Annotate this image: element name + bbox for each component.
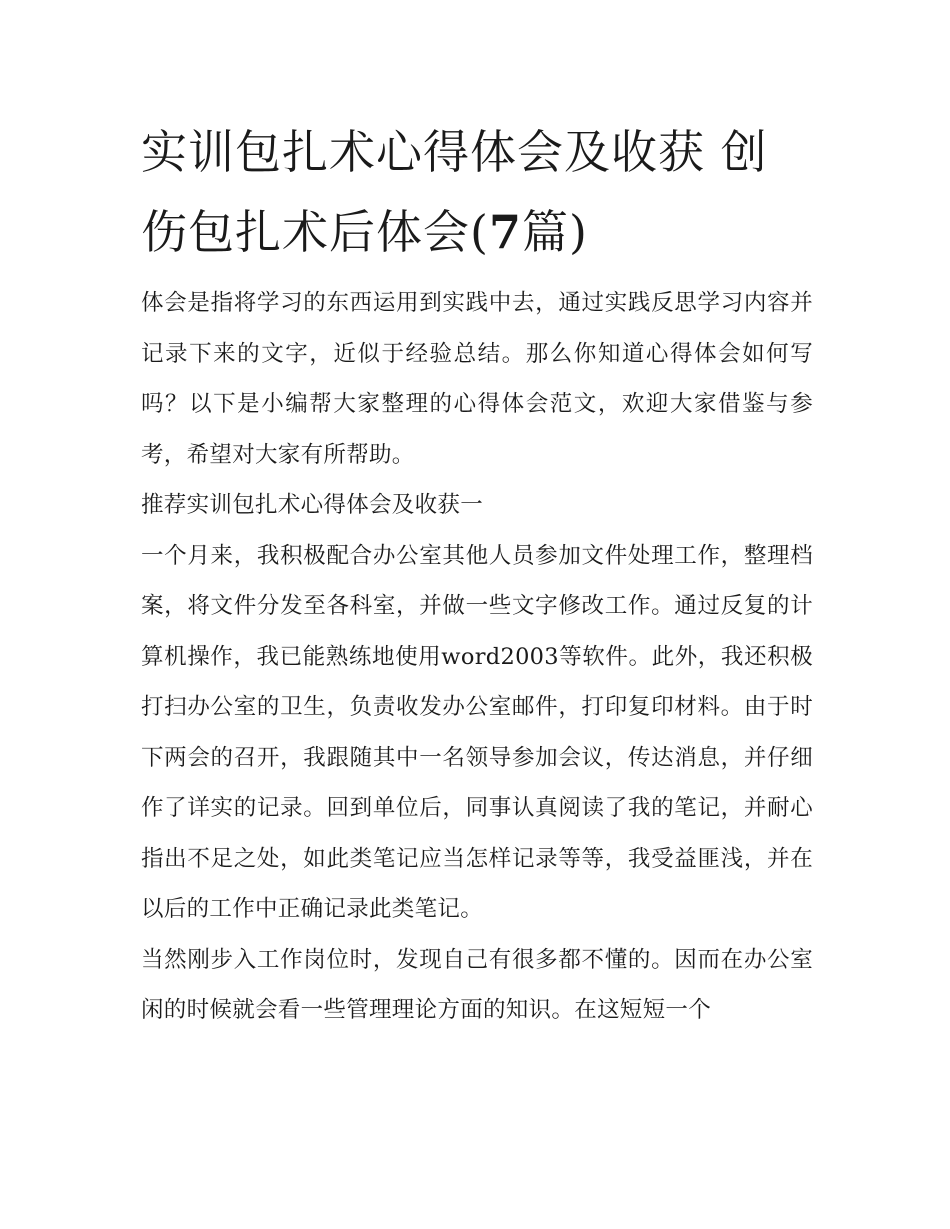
title-tail-text: 篇): [521, 205, 588, 259]
document-title: [141, 112, 813, 272]
body-paragraph: 当然刚步入工作岗位时，发现自己有很多都不懂的。因而在办公室闲的时候就会看一些管理理论方面的知识。在这短短一个: [141, 946, 813, 1023]
title-count: 7: [488, 205, 522, 259]
intro-paragraph: 体会是指将学习的东西运用到实践中去，通过实践反思学习内容并记录下来的文字，近似于经验总结。那么你知道心得体会如何写吗？以下是小编帮大家整理的心得体会范文，欢迎大家借鉴与参考，希望对大家有所帮助。: [141, 290, 813, 468]
document-page: [141, 112, 813, 1036]
body-paragraph: 一个月来，我积极配合办公室其他人员参加文件处理工作，整理档案，将文件分发至各科室，并做一些文字修改工作。通过反复的计算机操作，我已能熟练地使用word2003等软件。此外，我还积极打扫办公室的卫生，负责收发办公室邮件，打印复印材料。由于时下两会的召开，我跟随其中一名领导参加会议，传达消息，并仔细作了详实的记录。回到单位后，同事认真阅读了我的笔记，并耐心指出不足之处，如此类笔记应当怎样记录等等，我受益匪浅，并在以后的工作中正确记录此类笔记。: [141, 542, 813, 922]
section-heading: 推荐实训包扎术心得体会及收获一: [141, 492, 484, 518]
title-main-text: 实训包扎术心得体会及收获 创伤包扎术后体会(: [141, 125, 768, 259]
